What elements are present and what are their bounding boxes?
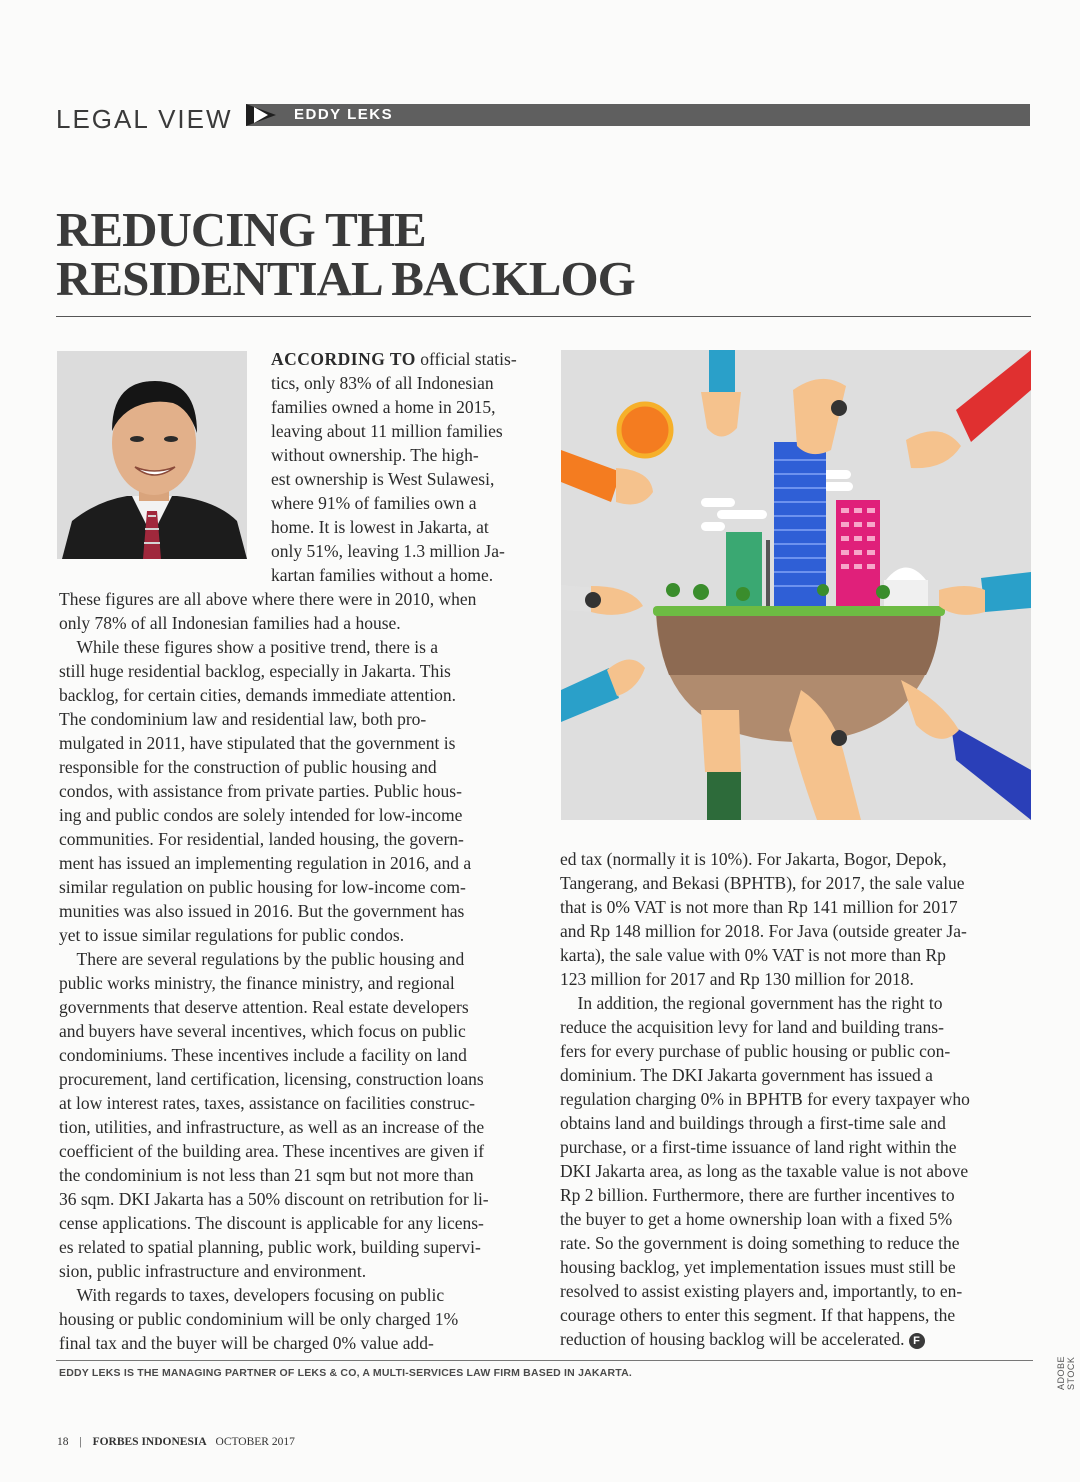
paragraph-line: only 78% of all Indonesian families had a house. xyxy=(59,613,401,633)
paragraph-line: est ownership is West Sulawesi, xyxy=(271,469,495,489)
paragraph-line: sion, public infrastructure and environment. xyxy=(59,1261,367,1281)
paragraph-line: With regards to taxes, developers focusing on public xyxy=(59,1285,445,1305)
paragraph-line: 123 million for 2017 and Rp 130 million for 2018. xyxy=(560,969,914,989)
paragraph-line: courage others to enter this segment. If that happens, the xyxy=(560,1305,956,1325)
paragraph-line: procurement, land certification, licensing, construction loans xyxy=(59,1069,484,1089)
paragraph-line: communities. For residential, landed housing, the govern- xyxy=(59,829,464,849)
author-bar xyxy=(246,104,1030,126)
paragraph-line: purchase, or a first-time issuance of land right within the xyxy=(560,1137,957,1157)
headline-line-1: REDUCING THE xyxy=(56,202,426,257)
paragraph-line: tion, utilities, and infrastructure, as well as an increase of the xyxy=(59,1117,485,1137)
author-photo xyxy=(57,351,247,559)
paragraph-line: ment has issued an implementing regulation in 2016, and a xyxy=(59,853,472,873)
magazine-name: FORBES INDONESIA xyxy=(92,1436,207,1448)
photo-credit: ADOBE STOCK xyxy=(1056,1355,1076,1390)
paragraph-line: obtains land and buildings through a first-time sale and xyxy=(560,1113,946,1133)
forbes-end-mark-icon: F xyxy=(909,1333,925,1349)
page-footer xyxy=(57,1436,295,1448)
headline xyxy=(56,202,756,306)
paragraph-line: Tangerang, and Bekasi (BPHTB), for 2017, the sale value xyxy=(560,873,965,893)
author-name: EDDY LEKS xyxy=(294,106,394,123)
paragraph-line: condos, with assistance from private parties. Public hous- xyxy=(59,781,462,801)
paragraph-line: mulgated in 2011, have stipulated that the government is xyxy=(59,733,456,753)
paragraph-line: without ownership. The high- xyxy=(271,445,479,465)
paragraph-line: at low interest rates, taxes, assistance on facilities construc- xyxy=(59,1093,475,1113)
paragraph-line: backlog, for certain cities, demands immediate attention. xyxy=(59,685,457,705)
paragraph-line: responsible for the construction of public housing and xyxy=(59,757,437,777)
paragraph-line: reduce the acquisition levy for land and building trans- xyxy=(560,1017,944,1037)
paragraph-line: While these figures show a positive trend, there is a xyxy=(59,637,439,657)
page-number: 18 xyxy=(57,1436,69,1448)
arrow-highlight-icon xyxy=(254,107,268,123)
paragraph-line: fers for every purchase of public housing or public con- xyxy=(560,1041,951,1061)
author-bio: EDDY LEKS IS THE MANAGING PARTNER OF LEKS & CO, A MULTI-SERVICES LAW FIRM BASED IN JAKARTA. xyxy=(59,1367,632,1379)
paragraph-line: regulation charging 0% in BPHTB for every taxpayer who xyxy=(560,1089,970,1109)
paragraph-line: munities was also issued in 2016. But the government has xyxy=(59,901,465,921)
paragraph-line: dominium. The DKI Jakarta government has issued a xyxy=(560,1065,933,1085)
paragraph-line xyxy=(560,1329,925,1350)
paragraph-line: tics, only 83% of all Indonesian xyxy=(271,373,494,393)
paragraph-line: that is 0% VAT is not more than Rp 141 million for 2017 xyxy=(560,897,958,917)
paragraph-line: Rp 2 billion. Furthermore, there are further incentives to xyxy=(560,1185,955,1205)
paragraph-line: families owned a home in 2015, xyxy=(271,397,496,417)
paragraph-line: In addition, the regional government has the right to xyxy=(560,993,943,1013)
paragraph-line: still huge residential backlog, especially in Jakarta. This xyxy=(59,661,451,681)
paragraph-line: DKI Jakarta area, as long as the taxable value is not above xyxy=(560,1161,969,1181)
headline-line-2: RESIDENTIAL BACKLOG xyxy=(56,251,635,306)
paragraph-line: cense applications. The discount is applicable for any licens- xyxy=(59,1213,484,1233)
paragraph-line: These figures are all above where there were in 2010, when xyxy=(59,589,477,609)
paragraph-line: resolved to assist existing players and, importantly, to en- xyxy=(560,1281,963,1301)
paragraph-line: yet to issue similar regulations for public condos. xyxy=(59,925,405,945)
paragraph-line: leaving about 11 million families xyxy=(271,421,503,441)
paragraph-line: similar regulation on public housing for low-income com- xyxy=(59,877,466,897)
paragraph-line: home. It is lowest in Jakarta, at xyxy=(271,517,489,537)
closing-text: reduction of housing backlog will be accelerated. xyxy=(560,1329,905,1349)
paragraph-line: The condominium law and residential law, both pro- xyxy=(59,709,427,729)
paragraph-line xyxy=(271,349,517,370)
section-label: LEGAL VIEW xyxy=(56,104,233,134)
paragraph-line: the condominium is not less than 21 sqm but not more than xyxy=(59,1165,474,1185)
paragraph-line: condominiums. These incentives include a facility on land xyxy=(59,1045,467,1065)
bio-divider xyxy=(56,1360,1033,1361)
headline-divider xyxy=(56,316,1031,317)
paragraph-line: only 51%, leaving 1.3 million Ja- xyxy=(271,541,505,561)
paragraph-line: karta), the sale value with 0% VAT is not more than Rp xyxy=(560,945,946,965)
paragraph-line: public works ministry, the finance ministry, and regional xyxy=(59,973,455,993)
paragraph-line: es related to spatial planning, public work, building supervi- xyxy=(59,1237,481,1257)
paragraph-line: governments that deserve attention. Real estate developers xyxy=(59,997,469,1017)
paragraph-line: ing and public condos are solely intended for low-income xyxy=(59,805,463,825)
illustration-city-hands xyxy=(561,350,1031,820)
paragraph-line: where 91% of families own a xyxy=(271,493,477,513)
lead-in: ACCORDING TO xyxy=(271,349,416,369)
lead-text: official statis- xyxy=(420,349,517,369)
paragraph-line: housing or public condominium will be only charged 1% xyxy=(59,1309,459,1329)
paragraph-line: and buyers have several incentives, which focus on public xyxy=(59,1021,466,1041)
paragraph-line: housing backlog, yet implementation issues must still be xyxy=(560,1257,956,1277)
paragraph-line: coefficient of the building area. These incentives are given if xyxy=(59,1141,485,1161)
paragraph-line: There are several regulations by the public housing and xyxy=(59,949,465,969)
paragraph-line: the buyer to get a home ownership loan with a fixed 5% xyxy=(560,1209,953,1229)
paragraph-line: 36 sqm. DKI Jakarta has a 50% discount on retribution for li- xyxy=(59,1189,489,1209)
paragraph-line: final tax and the buyer will be charged 0% value add- xyxy=(59,1333,434,1353)
paragraph-line: kartan families without a home. xyxy=(271,565,494,585)
footer-separator: | xyxy=(79,1436,82,1448)
paragraph-line: rate. So the government is doing something to reduce the xyxy=(560,1233,960,1253)
paragraph-line: ed tax (normally it is 10%). For Jakarta, Bogor, Depok, xyxy=(560,849,947,869)
issue-date: OCTOBER 2017 xyxy=(215,1436,295,1448)
paragraph-line: and Rp 148 million for 2018. For Java (outside greater Ja- xyxy=(560,921,967,941)
